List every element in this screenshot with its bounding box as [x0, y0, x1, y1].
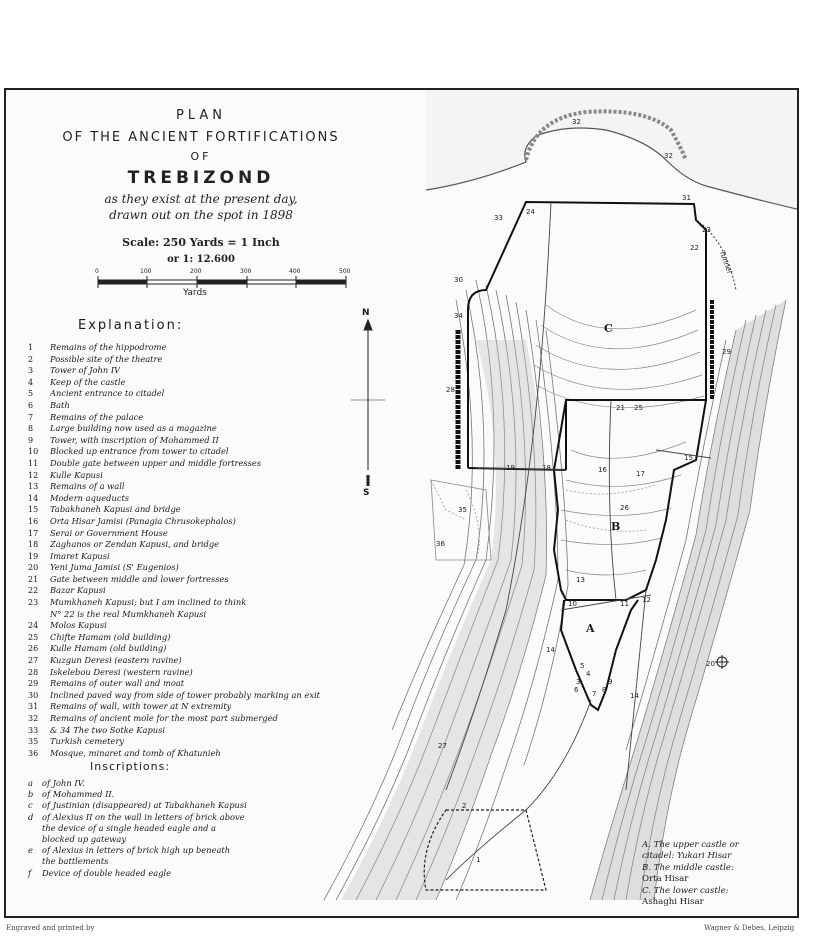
explanation-number: 25: [28, 632, 39, 642]
label-tunnel: Tunnel: [717, 249, 734, 275]
map-number-label: 31: [682, 194, 691, 202]
explanation-number: 17: [28, 528, 39, 538]
map-number-label: 35: [458, 506, 467, 514]
explanation-item: [28, 493, 368, 505]
explanation-number: 30: [28, 690, 39, 700]
explanation-number: 13: [28, 482, 39, 492]
label-castle-c: C: [604, 322, 613, 335]
explanation-item: [28, 736, 368, 748]
inscription-text: Device of double headed eagle: [42, 867, 172, 878]
inscription-item: [28, 812, 368, 823]
map-number-label: 14: [546, 646, 555, 654]
inscription-text: the device of a single headed eagle and a: [42, 822, 216, 833]
explanation-item: [28, 400, 368, 412]
map-number-label: 30: [454, 276, 463, 284]
inscription-text: of Justinian (disappeared) at Tabakhaneh Kapusi: [42, 800, 247, 811]
title-present-day: as they exist at the present day,: [104, 192, 298, 206]
explanation-item: [28, 701, 368, 713]
explanation-text: Turkish cemetery: [50, 736, 124, 747]
title-plan: PLAN: [176, 108, 226, 123]
explanation-number: 29: [28, 679, 39, 689]
key-c2: Ashaghi Hisar: [642, 897, 704, 908]
map-number-label: 12: [642, 596, 651, 604]
explanation-text: Mumkhaneh Kapusi; but I am inclined to think: [50, 597, 247, 608]
explanation-text: Iskelebou Deresi (western ravine): [50, 666, 193, 677]
explanation-number: 32: [28, 714, 39, 723]
explanation-item: [28, 690, 368, 702]
explanation-text: Keep of the castle: [50, 376, 126, 387]
title-fortifications: OF THE ANCIENT FORTIFICATIONS: [62, 130, 340, 145]
explanation-item: [28, 423, 368, 435]
explanation-number: [28, 609, 50, 621]
explanation-number: 27: [28, 656, 39, 666]
explanation-text: Yeni Juma Jamisi (S' Eugenios): [50, 562, 179, 573]
explanation-text: Orta Hisar Jamisi (Panagia Chrusokephalos): [50, 515, 236, 526]
scale-ratio: or 1: 12.600: [167, 254, 235, 265]
explanation-item: [28, 412, 368, 424]
inscription-item: [28, 778, 368, 789]
explanation-text: Remains of the hippodrome: [50, 342, 167, 352]
label-castle-a: A: [586, 622, 595, 635]
key-b1: B. The middle castle:: [642, 862, 734, 873]
label-south: S: [363, 488, 370, 498]
map-number-label: 33: [494, 214, 503, 222]
explanation-text: Mosque, minaret and tomb of Khatunieh: [50, 747, 221, 758]
map-number-label: 32: [572, 118, 581, 126]
explanation-text: Chifte Hamam (old building): [50, 631, 171, 642]
map-number-label: 10: [568, 600, 577, 608]
explanation-item: [28, 377, 368, 389]
inscription-item: [28, 856, 368, 867]
map-number-label: 14: [630, 692, 639, 700]
explanation-text: Zaghanos or Zendan Kapusi, and bridge: [50, 539, 220, 550]
explanation-heading: Explanation:: [78, 318, 184, 333]
map-number-label: 17: [636, 470, 645, 478]
explanation-text: Tabakhaneh Kapusi and bridge: [50, 504, 181, 515]
key-a1: A. The upper castle or: [642, 840, 739, 850]
inscription-text: of Alexius II on the wall in letters of brick above: [42, 811, 245, 822]
explanation-number: 6: [28, 400, 34, 410]
inscriptions-list: [28, 778, 368, 879]
explanation-text: Possible site of the theatre: [50, 353, 163, 364]
explanation-list: [28, 342, 368, 759]
explanation-number: 1: [28, 343, 34, 352]
map-number-label: 24: [526, 208, 535, 216]
explanation-number: 16: [28, 516, 39, 526]
explanation-item: [28, 574, 368, 586]
inscriptions-heading: Inscriptions:: [90, 760, 171, 773]
inscription-text: of Mohammed II.: [42, 789, 115, 800]
explanation-text: Kuzgun Deresi (eastern ravine): [50, 655, 182, 666]
title-drawn-out: drawn out on the spot in 1898: [109, 208, 293, 222]
explanation-number: 36: [28, 748, 39, 758]
explanation-item: [28, 354, 368, 366]
key-a2: citadel: Yukari Hisar: [642, 851, 732, 862]
explanation-text: Remains of outer wall and moat: [50, 678, 185, 689]
explanation-number: 4: [28, 377, 34, 387]
map-number-label: 11: [620, 600, 629, 608]
map-number-label: 32: [664, 152, 673, 160]
inscription-key: d: [28, 811, 34, 822]
title-trebizond: TREBIZOND: [127, 168, 275, 188]
explanation-item: [28, 667, 368, 679]
map-number-label: 2: [462, 802, 467, 810]
map-number-label: 26: [620, 504, 629, 512]
inscription-text: blocked up gateway: [42, 834, 127, 845]
explanation-number: 9: [28, 435, 34, 445]
explanation-text: Blocked up entrance from tower to citadel: [50, 446, 229, 457]
explanation-number: 20: [28, 563, 39, 573]
map-number-label: 7: [592, 690, 597, 698]
explanation-item: [28, 597, 368, 609]
inscription-item: [28, 845, 368, 856]
footer-publisher: Wagner & Debes, Leipzig: [704, 924, 795, 932]
scale-tick-0: 0: [95, 268, 99, 275]
map-number-label: 23: [702, 226, 711, 234]
explanation-text: Bazar Kapusi: [50, 585, 106, 596]
explanation-number: 2: [28, 354, 34, 364]
explanation-number: 19: [28, 551, 39, 561]
scale-bar: [98, 276, 346, 288]
scale-tick-200: 200: [190, 268, 202, 275]
explanation-text: Tower of John IV: [50, 365, 121, 376]
scale-tick-500: 500: [339, 268, 351, 275]
explanation-text: Molos Kapusi: [50, 620, 107, 631]
footer-engraved-outer: Engraved and printed by: [6, 924, 95, 932]
explanation-item: [28, 435, 368, 447]
inscription-item: [28, 834, 368, 845]
explanation-item: [28, 585, 368, 597]
inscription-item: [28, 823, 368, 834]
explanation-item: [28, 643, 368, 655]
map-number-label: 18: [542, 464, 551, 472]
explanation-number: 31: [28, 702, 39, 712]
explanation-text: Kulle Hamam (old building): [50, 643, 167, 654]
explanation-number: 23: [28, 598, 39, 608]
map-number-label: 16: [598, 466, 607, 474]
map-number-label: 19: [506, 464, 515, 472]
turkish-cemetery: [431, 480, 491, 560]
explanation-text: Remains of wall, with tower at N extremity: [50, 701, 232, 712]
map-number-label: 27: [438, 742, 447, 750]
inscription-key: [28, 823, 42, 834]
explanation-number: 33: [28, 725, 39, 735]
map-number-label: 1: [476, 856, 481, 864]
explanation-number: 11: [28, 458, 39, 468]
map-number-label: 25: [634, 404, 643, 412]
explanation-item: [28, 342, 368, 354]
scale-label: Scale: 250 Yards = 1 Inch: [122, 236, 280, 249]
inscription-key: a: [28, 778, 33, 788]
inscription-text: the battlements: [42, 856, 109, 867]
explanation-item: [28, 551, 368, 563]
explanation-text: Remains of ancient mole for the most part submerged: [50, 713, 278, 723]
explanation-text: Inclined paved way from side of tower probably marking an exit: [50, 689, 320, 700]
explanation-item: [28, 748, 368, 760]
explanation-number: 10: [28, 447, 39, 457]
scale-unit: Yards: [183, 288, 207, 298]
inscription-item: [28, 789, 368, 800]
explanation-number: 5: [28, 389, 34, 399]
explanation-item: [28, 725, 368, 737]
inscription-key: [28, 856, 42, 867]
key-c1: C. The lower castle:: [642, 885, 729, 896]
explanation-text: Bath: [50, 399, 70, 410]
explanation-item: [28, 539, 368, 551]
map-number-label: 5: [580, 662, 585, 670]
explanation-number: 26: [28, 644, 39, 654]
explanation-text: Gate between middle and lower fortresses: [50, 573, 229, 584]
explanation-text: & 34 The two Sotke Kapusi: [50, 724, 166, 735]
inscription-item: [28, 800, 368, 811]
explanation-number: 3: [28, 366, 34, 376]
map-number-label: 20: [706, 660, 715, 668]
explanation-item: [28, 516, 368, 528]
explanation-item: [28, 528, 368, 540]
explanation-text: Remains of a wall: [50, 481, 125, 492]
explanation-number: 15: [28, 505, 39, 515]
map-number-label: 15: [684, 454, 693, 462]
map-number-label: 9: [608, 678, 613, 686]
label-north: N: [362, 308, 370, 318]
map-number-label: 22: [690, 244, 699, 252]
inscription-text: of John IV.: [42, 778, 85, 788]
map-sheet: [4, 88, 799, 918]
map-number-label: 28: [446, 386, 455, 394]
explanation-number: 8: [28, 424, 34, 434]
scale-tick-400: 400: [289, 268, 301, 275]
inscription-text: of Alexius in letters of brick high up beneath: [42, 845, 231, 856]
explanation-text: Large building now used as a magazine: [50, 423, 217, 434]
map-number-label: 13: [576, 576, 585, 584]
explanation-number: 24: [28, 621, 39, 631]
inscription-key: f: [28, 867, 32, 878]
explanation-number: 18: [28, 540, 39, 550]
explanation-item: [28, 470, 368, 482]
inscription-key: c: [28, 800, 33, 811]
map-number-label: 4: [586, 670, 591, 678]
explanation-item: [28, 388, 368, 400]
explanation-text: Modern aqueducts: [50, 492, 130, 503]
inscription-key: e: [28, 845, 33, 856]
map-number-label: 21: [616, 404, 625, 412]
explanation-item: [28, 504, 368, 516]
sea-area: [426, 90, 799, 210]
explanation-number: 28: [28, 667, 39, 677]
castle-key: [642, 840, 792, 908]
map-number-label: 36: [436, 540, 445, 548]
explanation-number: 7: [28, 412, 34, 422]
explanation-text: N° 22 is the real Mumkhaneh Kapusi: [50, 608, 207, 619]
explanation-item: [28, 678, 368, 690]
explanation-item: [28, 365, 368, 377]
explanation-item: [28, 481, 368, 493]
inscription-key: b: [28, 789, 34, 800]
explanation-text: Ancient entrance to citadel: [50, 388, 165, 399]
explanation-item: [28, 609, 368, 621]
map-number-label: 3: [576, 678, 581, 686]
inscription-item: [28, 868, 368, 879]
explanation-item: [28, 655, 368, 667]
map-number-label: 34: [454, 312, 463, 320]
label-castle-b: B: [611, 520, 621, 533]
explanation-text: Double gate between upper and middle fortresses: [50, 457, 262, 468]
explanation-number: 35: [28, 737, 39, 747]
explanation-text: Tower, with inscription of Mohammed II: [50, 434, 219, 445]
explanation-text: Imaret Kapusi: [50, 550, 110, 561]
map-number-label: 29: [722, 348, 731, 356]
explanation-number: 12: [28, 470, 39, 480]
explanation-number: 21: [28, 574, 39, 584]
explanation-item: [28, 632, 368, 644]
explanation-text: Kulle Kapusi: [50, 469, 103, 480]
inscription-key: [28, 834, 42, 845]
title-of: OF: [190, 150, 212, 163]
map-number-label: 6: [574, 686, 579, 694]
explanation-item: [28, 458, 368, 470]
mosque-marker: [715, 655, 729, 669]
explanation-item: [28, 562, 368, 574]
explanation-item: [28, 446, 368, 458]
explanation-item: [28, 713, 368, 725]
explanation-number: 14: [28, 493, 39, 503]
scale-tick-300: 300: [240, 268, 252, 275]
scale-tick-100: 100: [140, 268, 152, 275]
explanation-item: [28, 620, 368, 632]
explanation-number: 22: [28, 586, 39, 596]
explanation-text: Serai or Government House: [50, 527, 168, 538]
explanation-text: Remains of the palace: [50, 411, 144, 422]
map-number-label: 8: [602, 686, 607, 694]
western-ravine-fill: [341, 340, 547, 900]
key-b2: Orta Hisar: [642, 874, 689, 885]
